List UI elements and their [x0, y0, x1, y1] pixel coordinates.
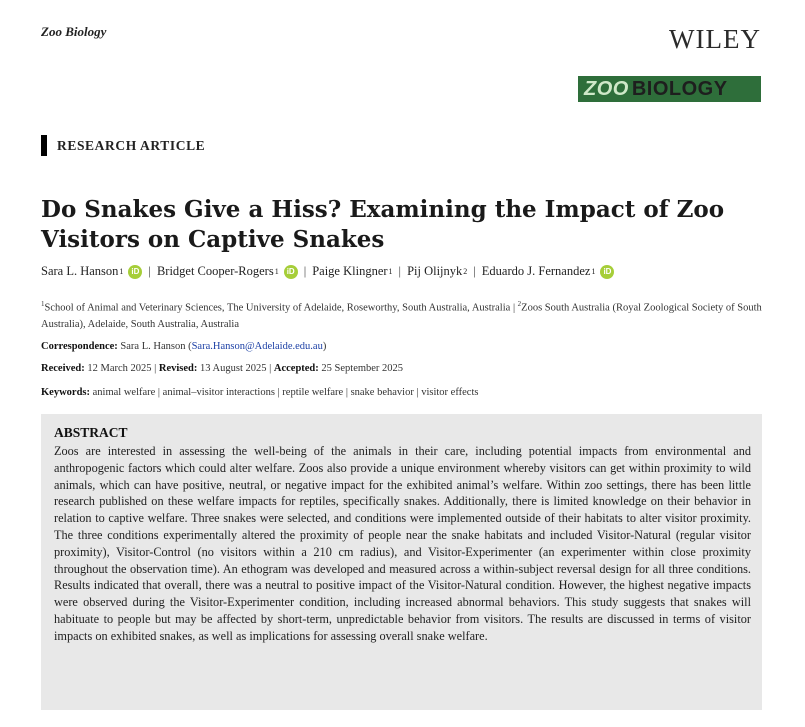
revised-date: 13 August 2025 — [200, 363, 267, 374]
author-name: Sara L. Hanson — [41, 264, 119, 278]
author-affiliation-number: 1 — [388, 267, 393, 276]
correspondence: Correspondence: Sara L. Hanson (Sara.Hanson@Adelaide.edu.au) — [41, 341, 327, 352]
author-affiliation-number: 1 — [274, 267, 279, 276]
journal-logo[interactable] — [578, 76, 761, 102]
received-date: 12 March 2025 — [87, 363, 152, 374]
author-list — [41, 264, 771, 279]
keyword[interactable]: animal welfare — [92, 387, 156, 398]
accepted-date: 25 September 2025 — [321, 363, 404, 374]
author-name: Paige Klingner — [312, 264, 388, 278]
author[interactable] — [157, 264, 298, 279]
orcid-icon[interactable]: iD — [128, 265, 142, 279]
article-type: RESEARCH ARTICLE — [41, 135, 205, 156]
affiliation-1: School of Animal and Veterinary Sciences, The University of Adelaide, Roseworthy, South Australia, Australia — [44, 302, 511, 314]
affiliation-separator: | — [512, 302, 516, 314]
keyword[interactable]: animal–visitor interactions — [162, 387, 275, 398]
abstract-text: Zoos are interested in assessing the well-being of the animals in their care, including potential impacts from environmental and anthropogenic factors which could alter welfare. Zoos also provide a unique environment whereby visitors can get within proximity to wild animals, which can have positive, neutral, or negative impact for the exhibited animal’s welfare. Within zoo settings, there has been little research published on these welfare impacts for reptiles, specifically snakes. Additionally, there is limited knowledge on their behavior in relation to captive welfare. Three snakes were selected, and conditions were implemented outside of their habitats to alter visitor proximity. The three conditions experimentally altered the proximity of people near the snake habitats and included Visitor-Natural (regular visitor proximity), Visitor-Control (no visitors within a 210 cm radius), and Visitor-Experimenter (an experimenter within close proximity throughout the observation time). An ethogram was developed and measured across a within-subject reversal design for all three conditions. Results indicated that overall, there was a neutral to positive impact of the Visitor-Natural condition. However, the highest negative impacts were observed during the Visitor-Experimenter condition, including increased abnormal behaviors. This study suggests that snakes will habituate to people but may be affected by short-term, unpredictable behavior from visitors. The results are discussed in terms of visitor impacts on exhibited snakes, as well as implications for assessing overall snake welfare. — [54, 444, 751, 643]
journal-logo-part1: ZOO — [578, 76, 631, 102]
author-separator: | — [303, 264, 307, 278]
publisher-logo[interactable]: WILEY — [669, 24, 761, 54]
affiliation-1-number: 1 — [41, 300, 45, 308]
author[interactable] — [41, 264, 142, 279]
article-title: Do Snakes Give a Hiss? Examining the Impact of Zoo Visitors on Captive Snakes — [41, 196, 725, 253]
author-separator: | — [398, 264, 402, 278]
keyword[interactable]: visitor effects — [421, 387, 479, 398]
correspondence-name: Sara L. Hanson — [120, 341, 186, 352]
author-affiliation-number: 1 — [591, 267, 596, 276]
keyword-separator: | — [155, 387, 163, 398]
affiliation-2-number: 2 — [517, 300, 522, 308]
abstract-heading: ABSTRACT — [54, 425, 128, 440]
keywords-label: Keywords: — [41, 387, 90, 398]
author-name: Pij Olijnyk — [407, 264, 463, 278]
journal-name: Zoo Biology — [41, 24, 107, 39]
author-name: Bridget Cooper-Rogers — [156, 264, 274, 278]
accepted-label: Accepted: — [273, 363, 319, 374]
affiliation-2: Zoos South Australia (Royal Zoological Society of South Australia), Adelaide, South Australia, Australia — [41, 302, 762, 330]
keywords — [41, 387, 478, 398]
correspondence-label: Correspondence: — [41, 341, 118, 352]
orcid-icon[interactable]: iD — [284, 265, 298, 279]
keyword-separator: | — [343, 387, 351, 398]
affiliations — [41, 296, 763, 333]
keyword-separator: | — [413, 387, 422, 398]
keyword[interactable]: snake behavior — [350, 387, 414, 398]
revised-label: Revised: — [158, 363, 198, 374]
article-dates: Received: 12 March 2025 | Revised: 13 August 2025 | Accepted: 25 September 2025 — [41, 363, 404, 374]
keyword[interactable]: reptile welfare — [282, 387, 344, 398]
author[interactable] — [482, 264, 615, 279]
author-affiliation-number: 2 — [463, 267, 468, 276]
keywords-list — [93, 387, 479, 398]
journal-logo-part2: BIOLOGY — [631, 76, 761, 102]
orcid-icon[interactable]: iD — [600, 265, 614, 279]
author-name: Eduardo J. Fernandez — [481, 264, 591, 278]
author-separator: | — [148, 264, 151, 278]
author[interactable] — [407, 264, 467, 279]
abstract-box — [41, 414, 762, 710]
author-separator: | — [473, 264, 476, 278]
correspondence-email-link[interactable]: Sara.Hanson@Adelaide.edu.au — [191, 341, 323, 352]
received-label: Received: — [41, 363, 85, 374]
author-affiliation-number: 1 — [119, 267, 124, 276]
author[interactable] — [312, 264, 392, 279]
keyword-separator: | — [274, 387, 283, 398]
